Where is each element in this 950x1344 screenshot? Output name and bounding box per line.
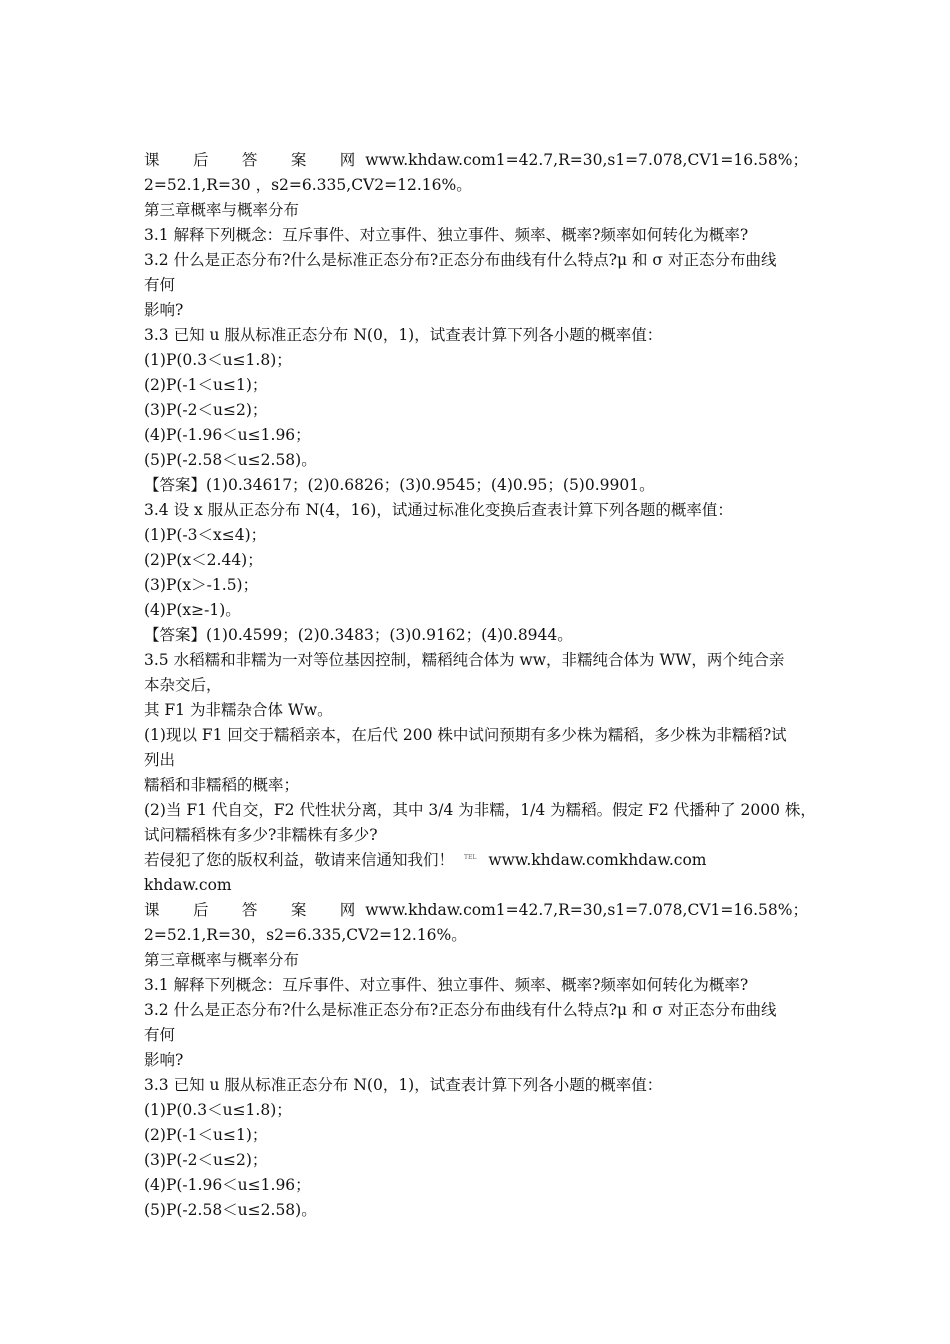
question-3-3-item: (3)P(-2＜u≤2)； bbox=[144, 1151, 268, 1169]
document-page bbox=[144, 148, 816, 1223]
question-3-3-item: (4)P(-1.96＜u≤1.96； bbox=[144, 426, 311, 444]
header-data: www.khdaw.com1=42.7,R=30,s1=7.078,CV1=16.58% bbox=[365, 901, 793, 919]
question-3-2-cont: 有何 bbox=[144, 276, 176, 294]
question-3-1: 3.1 解释下列概念：互斥事件、对立事件、独立事件、频率、概率?频率如何转化为概率? bbox=[144, 976, 749, 994]
question-3-3-item: (2)P(-1＜u≤1)； bbox=[144, 376, 268, 394]
header-line bbox=[144, 898, 816, 923]
header-site-name bbox=[144, 148, 363, 173]
question-3-5-cont: 本杂交后， bbox=[144, 676, 222, 694]
header-char: 课 bbox=[144, 901, 160, 919]
header-char: 网 bbox=[339, 151, 356, 169]
question-3-2: 3.2 什么是正态分布?什么是标准正态分布?正态分布曲线有什么特点?μ 和 σ 对正态分布曲线 bbox=[144, 1001, 777, 1019]
header-char: 案 bbox=[290, 901, 307, 919]
question-3-5-part-2: (2)当 F1 代自交，F2 代性状分离，其中 3/4 为非糯，1/4 为糯稻。假定 F2 代播种了 2000 株， bbox=[144, 801, 816, 819]
question-3-3-item: (5)P(-2.58＜u≤2.58)。 bbox=[144, 1201, 317, 1219]
question-3-5-part-1-cont: 列出 bbox=[144, 751, 176, 769]
question-3-5-cont: 其 F1 为非糯杂合体 Ww。 bbox=[144, 701, 333, 719]
header-char: 案 bbox=[290, 151, 307, 169]
copyright-text: 若侵犯了您的版权利益，敬请来信通知我们！ bbox=[144, 851, 455, 869]
question-3-4-item: (1)P(-3＜x≤4)； bbox=[144, 526, 267, 544]
tel-mark: TEL bbox=[464, 854, 477, 861]
header-char: 后 bbox=[192, 151, 209, 169]
question-3-5: 3.5 水稻糯和非糯为一对等位基因控制，糯稻纯合体为 ww，非糯纯合体为 WW，两个纯合亲 bbox=[144, 651, 785, 669]
question-3-4-item: (4)P(x≥-1)。 bbox=[144, 601, 241, 619]
statistics-line: 2=52.1,R=30，s2=6.335,CV2=12.16%。 bbox=[144, 926, 467, 944]
chapter-title: 第三章概率与概率分布 bbox=[144, 951, 300, 969]
question-3-5-part-1: (1)现以 F1 回交于糯稻亲本，在后代 200 株中试问预期有多少株为糯稻，多少株为非糯稻?试 bbox=[144, 726, 787, 744]
header-char: 课 bbox=[144, 151, 160, 169]
question-3-2-cont: 有何 bbox=[144, 1026, 176, 1044]
question-3-3: 3.3 已知 u 服从标准正态分布 N(0，1)，试查表计算下列各小题的概率值： bbox=[144, 326, 663, 344]
question-3-3-item: (3)P(-2＜u≤2)； bbox=[144, 401, 268, 419]
website-link[interactable]: www.khdaw.comkhdaw.com bbox=[488, 851, 707, 869]
statistics-line: 2=52.1,R=30 ，s2=6.335,CV2=12.16%。 bbox=[144, 176, 472, 194]
question-3-3-item: (1)P(0.3＜u≤1.8)； bbox=[144, 1101, 292, 1119]
header-data: www.khdaw.com1=42.7,R=30,s1=7.078,CV1=16.58% bbox=[365, 151, 793, 169]
question-3-3-item: (5)P(-2.58＜u≤2.58)。 bbox=[144, 451, 317, 469]
question-3-5-part-2-cont: 试问糯稻株有多少?非糯株有多少? bbox=[144, 826, 378, 844]
question-3-3-item: (4)P(-1.96＜u≤1.96； bbox=[144, 1176, 311, 1194]
header-site-name bbox=[144, 898, 363, 923]
header-char: 网 bbox=[339, 901, 356, 919]
question-3-4-item: (3)P(x＞-1.5)； bbox=[144, 576, 259, 594]
header-char: 答 bbox=[241, 901, 258, 919]
question-3-4: 3.4 设 x 服从正态分布 N(4，16)，试通过标准化变换后查表计算下列各题的概率值： bbox=[144, 501, 733, 519]
header-tail: ； bbox=[792, 901, 808, 919]
question-3-2-cont: 影响? bbox=[144, 301, 184, 319]
copyright-notice bbox=[144, 848, 816, 873]
website-line[interactable]: khdaw.com bbox=[144, 876, 232, 894]
header-tail: ； bbox=[792, 151, 808, 169]
question-3-3: 3.3 已知 u 服从标准正态分布 N(0，1)，试查表计算下列各小题的概率值： bbox=[144, 1076, 663, 1094]
question-3-4-item: (2)P(x＜2.44)； bbox=[144, 551, 263, 569]
answer-3-4: 【答案】(1)0.4599；(2)0.3483；(3)0.9162；(4)0.8944。 bbox=[144, 626, 573, 644]
question-3-3-item: (2)P(-1＜u≤1)； bbox=[144, 1126, 268, 1144]
question-3-2-cont: 影响? bbox=[144, 1051, 184, 1069]
header-char: 后 bbox=[192, 901, 209, 919]
chapter-title: 第三章概率与概率分布 bbox=[144, 201, 300, 219]
question-3-3-item: (1)P(0.3＜u≤1.8)； bbox=[144, 351, 292, 369]
header-char: 答 bbox=[241, 151, 258, 169]
header-line bbox=[144, 148, 816, 173]
question-3-1: 3.1 解释下列概念：互斥事件、对立事件、独立事件、频率、概率?频率如何转化为概率? bbox=[144, 226, 749, 244]
question-3-2: 3.2 什么是正态分布?什么是标准正态分布?正态分布曲线有什么特点?μ 和 σ 对正态分布曲线 bbox=[144, 251, 777, 269]
answer-3-3: 【答案】(1)0.34617；(2)0.6826；(3)0.9545；(4)0.95；(5)0.9901。 bbox=[144, 476, 655, 494]
question-3-5-part-1-cont: 糯稻和非糯稻的概率； bbox=[144, 776, 300, 794]
